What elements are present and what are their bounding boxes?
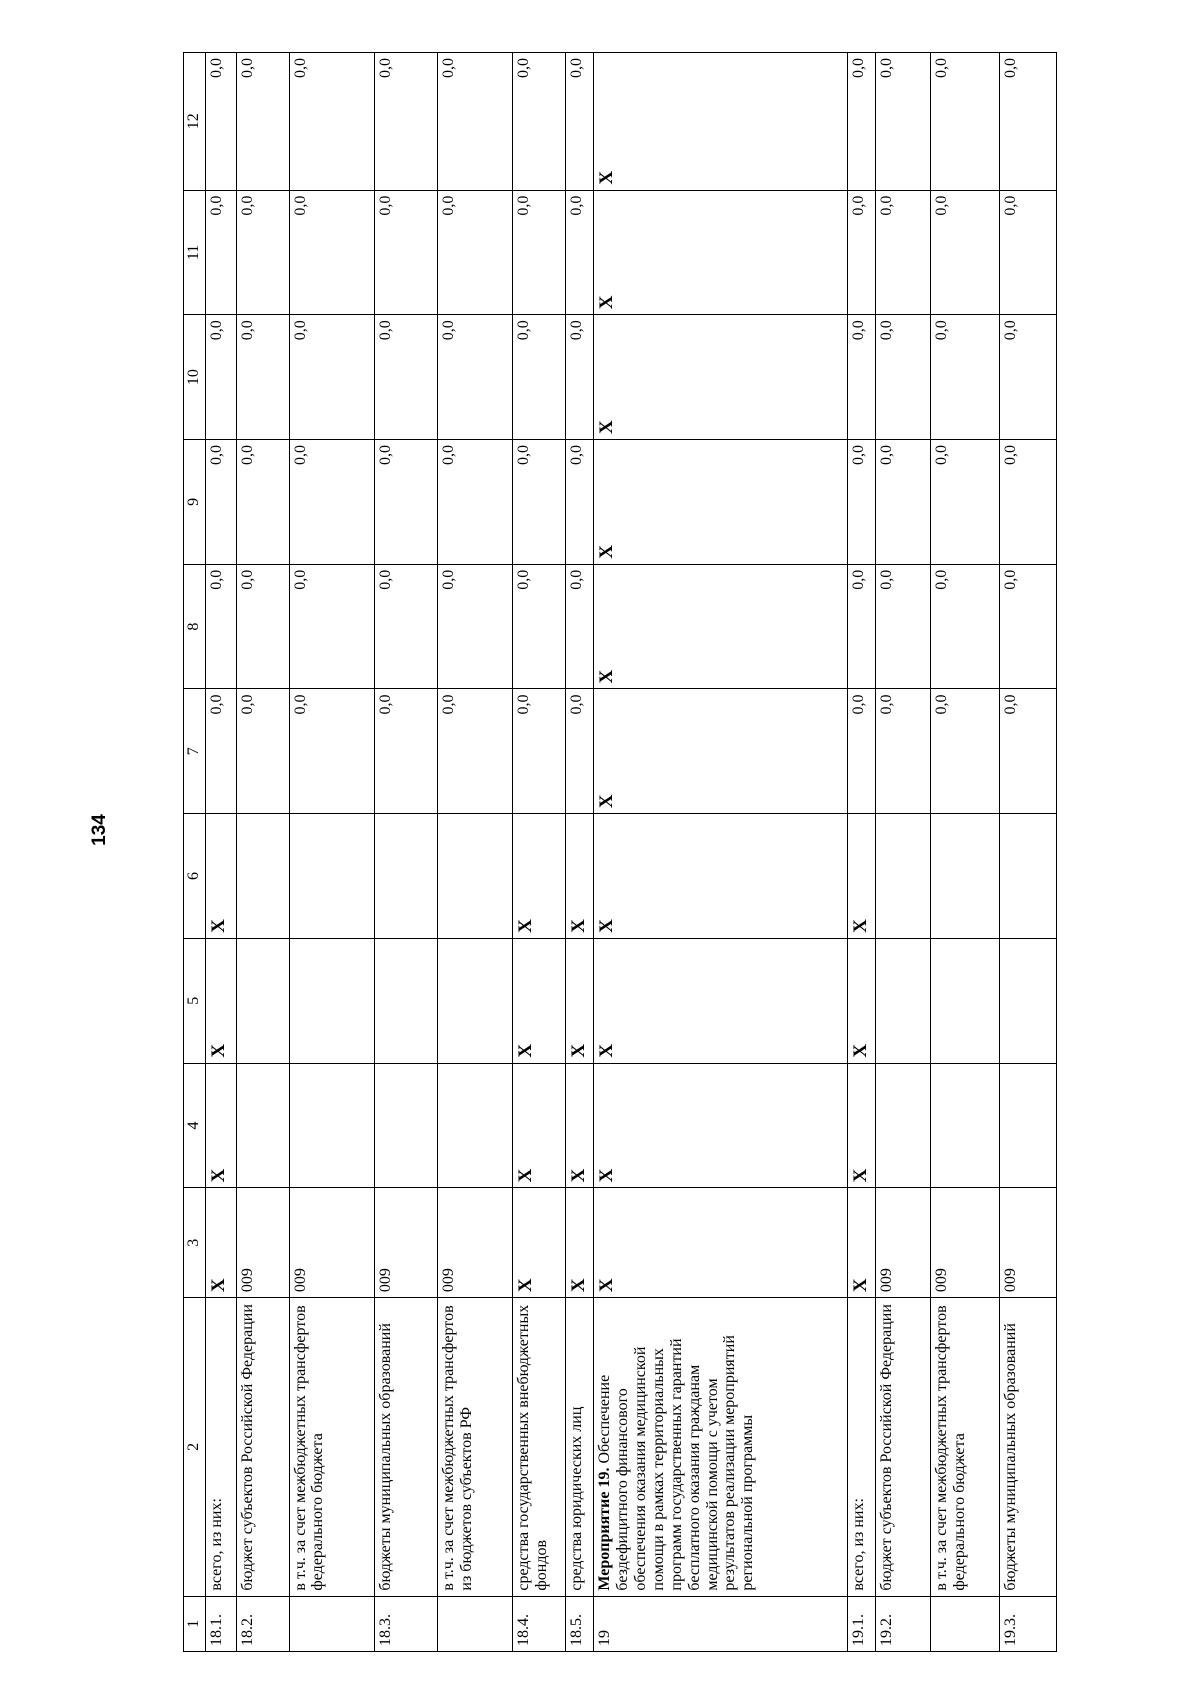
not-applicable-cell: Х bbox=[594, 53, 848, 191]
column-header: 12 bbox=[184, 53, 206, 191]
empty-cell bbox=[1000, 814, 1057, 939]
amount-cell: 0,0 bbox=[289, 53, 374, 191]
budget-code-cell: 009 bbox=[931, 1188, 1000, 1298]
amount-cell: 0,0 bbox=[374, 190, 437, 315]
not-applicable-cell: Х bbox=[512, 814, 565, 939]
not-applicable-cell: Х bbox=[206, 1063, 236, 1188]
empty-cell bbox=[374, 814, 437, 939]
amount-cell: 0,0 bbox=[206, 315, 236, 440]
budget-code-cell: 009 bbox=[1000, 1188, 1057, 1298]
amount-cell: 0,0 bbox=[236, 564, 289, 689]
empty-cell bbox=[289, 1063, 374, 1188]
not-applicable-cell: Х bbox=[565, 814, 593, 939]
amount-cell: 0,0 bbox=[289, 689, 374, 814]
empty-cell bbox=[236, 814, 289, 939]
empty-cell bbox=[236, 938, 289, 1063]
budget-code-cell: 009 bbox=[876, 1188, 931, 1298]
amount-cell: 0,0 bbox=[512, 315, 565, 440]
amount-cell: 0,0 bbox=[876, 440, 931, 565]
empty-cell bbox=[876, 1063, 931, 1188]
table-row bbox=[847, 53, 875, 1652]
empty-cell bbox=[876, 814, 931, 939]
amount-cell: 0,0 bbox=[236, 689, 289, 814]
not-applicable-cell: Х bbox=[847, 1188, 875, 1298]
amount-cell: 0,0 bbox=[437, 53, 512, 191]
row-number bbox=[289, 1596, 374, 1651]
amount-cell: 0,0 bbox=[847, 689, 875, 814]
row-number bbox=[931, 1596, 1000, 1651]
row-number: 18.2. bbox=[236, 1596, 289, 1651]
amount-cell: 0,0 bbox=[512, 53, 565, 191]
amount-cell: 0,0 bbox=[565, 689, 593, 814]
page-number: 134 bbox=[89, 814, 110, 846]
not-applicable-cell: Х bbox=[594, 190, 848, 315]
amount-cell: 0,0 bbox=[289, 190, 374, 315]
amount-cell: 0,0 bbox=[206, 190, 236, 315]
amount-cell: 0,0 bbox=[1000, 689, 1057, 814]
not-applicable-cell: Х bbox=[512, 938, 565, 1063]
amount-cell: 0,0 bbox=[876, 689, 931, 814]
row-name: в т.ч. за счет межбюджетных трансфертов из бюджетов субъектов РФ bbox=[437, 1298, 512, 1596]
budget-code-cell: 009 bbox=[374, 1188, 437, 1298]
row-name: всего, из них: bbox=[206, 1298, 236, 1596]
amount-cell: 0,0 bbox=[206, 564, 236, 689]
table-row bbox=[289, 53, 374, 1652]
row-number: 18.5. bbox=[565, 1596, 593, 1651]
row-number: 19.3. bbox=[1000, 1596, 1057, 1651]
amount-cell: 0,0 bbox=[847, 53, 875, 191]
not-applicable-cell: Х bbox=[594, 1188, 848, 1298]
empty-cell bbox=[437, 1063, 512, 1188]
table-row bbox=[594, 53, 848, 1652]
empty-cell bbox=[289, 814, 374, 939]
not-applicable-cell: Х bbox=[847, 1063, 875, 1188]
not-applicable-cell: Х bbox=[565, 1188, 593, 1298]
amount-cell: 0,0 bbox=[206, 689, 236, 814]
empty-cell bbox=[437, 938, 512, 1063]
row-name: в т.ч. за счет межбюджетных трансфертов федерального бюджета bbox=[289, 1298, 374, 1596]
not-applicable-cell: Х bbox=[206, 938, 236, 1063]
amount-cell: 0,0 bbox=[206, 53, 236, 191]
amount-cell: 0,0 bbox=[236, 315, 289, 440]
empty-cell bbox=[289, 938, 374, 1063]
amount-cell: 0,0 bbox=[512, 564, 565, 689]
not-applicable-cell: Х bbox=[594, 564, 848, 689]
column-header: 8 bbox=[184, 564, 206, 689]
column-header: 6 bbox=[184, 814, 206, 939]
amount-cell: 0,0 bbox=[236, 53, 289, 191]
rotated-table-container bbox=[183, 52, 1057, 1652]
amount-cell: 0,0 bbox=[565, 440, 593, 565]
column-header: 11 bbox=[184, 190, 206, 315]
amount-cell: 0,0 bbox=[437, 315, 512, 440]
row-name: в т.ч. за счет межбюджетных трансфертов федерального бюджета bbox=[931, 1298, 1000, 1596]
not-applicable-cell: Х bbox=[594, 1063, 848, 1188]
row-number: 19.1. bbox=[847, 1596, 875, 1651]
row-name: средства юридических лиц bbox=[565, 1298, 593, 1596]
not-applicable-cell: Х bbox=[594, 689, 848, 814]
column-header: 7 bbox=[184, 689, 206, 814]
budget-code-cell: 009 bbox=[289, 1188, 374, 1298]
amount-cell: 0,0 bbox=[847, 440, 875, 565]
empty-cell bbox=[931, 938, 1000, 1063]
row-number bbox=[437, 1596, 512, 1651]
budget-code-cell: 009 bbox=[437, 1188, 512, 1298]
amount-cell: 0,0 bbox=[374, 689, 437, 814]
amount-cell: 0,0 bbox=[289, 315, 374, 440]
activity-title: Мероприятие 19. bbox=[596, 1467, 614, 1591]
row-number: 19 bbox=[594, 1596, 848, 1651]
amount-cell: 0,0 bbox=[206, 440, 236, 565]
table-row bbox=[512, 53, 565, 1652]
amount-cell: 0,0 bbox=[1000, 190, 1057, 315]
row-name: бюджет субъектов Российской Федерации bbox=[236, 1298, 289, 1596]
row-name: средства государственных внебюджетных фондов bbox=[512, 1298, 565, 1596]
not-applicable-cell: Х bbox=[565, 938, 593, 1063]
not-applicable-cell: Х bbox=[594, 440, 848, 565]
not-applicable-cell: Х bbox=[594, 814, 848, 939]
budget-code-cell: 009 bbox=[236, 1188, 289, 1298]
column-header: 9 bbox=[184, 440, 206, 565]
amount-cell: 0,0 bbox=[437, 190, 512, 315]
table-row bbox=[374, 53, 437, 1652]
not-applicable-cell: Х bbox=[847, 814, 875, 939]
row-name: бюджеты муниципальных образований bbox=[374, 1298, 437, 1596]
empty-cell bbox=[876, 938, 931, 1063]
amount-cell: 0,0 bbox=[1000, 53, 1057, 191]
amount-cell: 0,0 bbox=[876, 53, 931, 191]
amount-cell: 0,0 bbox=[931, 689, 1000, 814]
amount-cell: 0,0 bbox=[847, 315, 875, 440]
amount-cell: 0,0 bbox=[512, 190, 565, 315]
table-row bbox=[876, 53, 931, 1652]
amount-cell: 0,0 bbox=[437, 564, 512, 689]
empty-cell bbox=[1000, 938, 1057, 1063]
header-row bbox=[184, 53, 206, 1652]
table-row bbox=[206, 53, 236, 1652]
not-applicable-cell: Х bbox=[594, 315, 848, 440]
amount-cell: 0,0 bbox=[931, 315, 1000, 440]
not-applicable-cell: Х bbox=[512, 1188, 565, 1298]
row-number: 18.4. bbox=[512, 1596, 565, 1651]
amount-cell: 0,0 bbox=[236, 440, 289, 565]
table-row bbox=[931, 53, 1000, 1652]
empty-cell bbox=[931, 814, 1000, 939]
amount-cell: 0,0 bbox=[437, 689, 512, 814]
row-number: 18.1. bbox=[206, 1596, 236, 1651]
column-header: 3 bbox=[184, 1188, 206, 1298]
amount-cell: 0,0 bbox=[289, 564, 374, 689]
amount-cell: 0,0 bbox=[565, 564, 593, 689]
column-header: 1 bbox=[184, 1596, 206, 1651]
amount-cell: 0,0 bbox=[876, 564, 931, 689]
amount-cell: 0,0 bbox=[374, 315, 437, 440]
amount-cell: 0,0 bbox=[512, 440, 565, 565]
not-applicable-cell: Х bbox=[206, 1188, 236, 1298]
amount-cell: 0,0 bbox=[1000, 564, 1057, 689]
empty-cell bbox=[437, 814, 512, 939]
amount-cell: 0,0 bbox=[931, 440, 1000, 565]
empty-cell bbox=[374, 1063, 437, 1188]
empty-cell bbox=[236, 1063, 289, 1188]
table-row bbox=[236, 53, 289, 1652]
amount-cell: 0,0 bbox=[437, 440, 512, 565]
row-number: 18.3. bbox=[374, 1596, 437, 1651]
budget-table bbox=[183, 52, 1057, 1652]
column-header: 2 bbox=[184, 1298, 206, 1596]
amount-cell: 0,0 bbox=[512, 689, 565, 814]
row-name: всего, из них: bbox=[847, 1298, 875, 1596]
not-applicable-cell: Х bbox=[206, 814, 236, 939]
column-header: 10 bbox=[184, 315, 206, 440]
empty-cell bbox=[374, 938, 437, 1063]
not-applicable-cell: Х bbox=[594, 938, 848, 1063]
amount-cell: 0,0 bbox=[565, 53, 593, 191]
table-row bbox=[1000, 53, 1057, 1652]
not-applicable-cell: Х bbox=[512, 1063, 565, 1188]
amount-cell: 0,0 bbox=[565, 190, 593, 315]
column-header: 5 bbox=[184, 938, 206, 1063]
amount-cell: 0,0 bbox=[236, 190, 289, 315]
not-applicable-cell: Х bbox=[565, 1063, 593, 1188]
empty-cell bbox=[931, 1063, 1000, 1188]
amount-cell: 0,0 bbox=[565, 315, 593, 440]
table-row bbox=[565, 53, 593, 1652]
row-name bbox=[594, 1298, 848, 1596]
empty-cell bbox=[1000, 1063, 1057, 1188]
amount-cell: 0,0 bbox=[847, 564, 875, 689]
amount-cell: 0,0 bbox=[374, 53, 437, 191]
row-name: бюджет субъектов Российской Федерации bbox=[876, 1298, 931, 1596]
amount-cell: 0,0 bbox=[931, 190, 1000, 315]
amount-cell: 0,0 bbox=[374, 564, 437, 689]
amount-cell: 0,0 bbox=[931, 564, 1000, 689]
amount-cell: 0,0 bbox=[289, 440, 374, 565]
amount-cell: 0,0 bbox=[876, 190, 931, 315]
row-number: 19.2. bbox=[876, 1596, 931, 1651]
amount-cell: 0,0 bbox=[1000, 315, 1057, 440]
column-header: 4 bbox=[184, 1063, 206, 1188]
amount-cell: 0,0 bbox=[374, 440, 437, 565]
not-applicable-cell: Х bbox=[847, 938, 875, 1063]
table-row bbox=[437, 53, 512, 1652]
activity-description: Обеспечение бездефицитного финансового обеспечения оказания медицинской помощи в рамках территориальных программ государственных гарантий бесплатного оказания гражданам медицинской помощи с учетом результатов реализации мероприятий региональной программы bbox=[596, 1335, 757, 1591]
amount-cell: 0,0 bbox=[1000, 440, 1057, 565]
amount-cell: 0,0 bbox=[931, 53, 1000, 191]
amount-cell: 0,0 bbox=[847, 190, 875, 315]
row-name: бюджеты муниципальных образований bbox=[1000, 1298, 1057, 1596]
amount-cell: 0,0 bbox=[876, 315, 931, 440]
